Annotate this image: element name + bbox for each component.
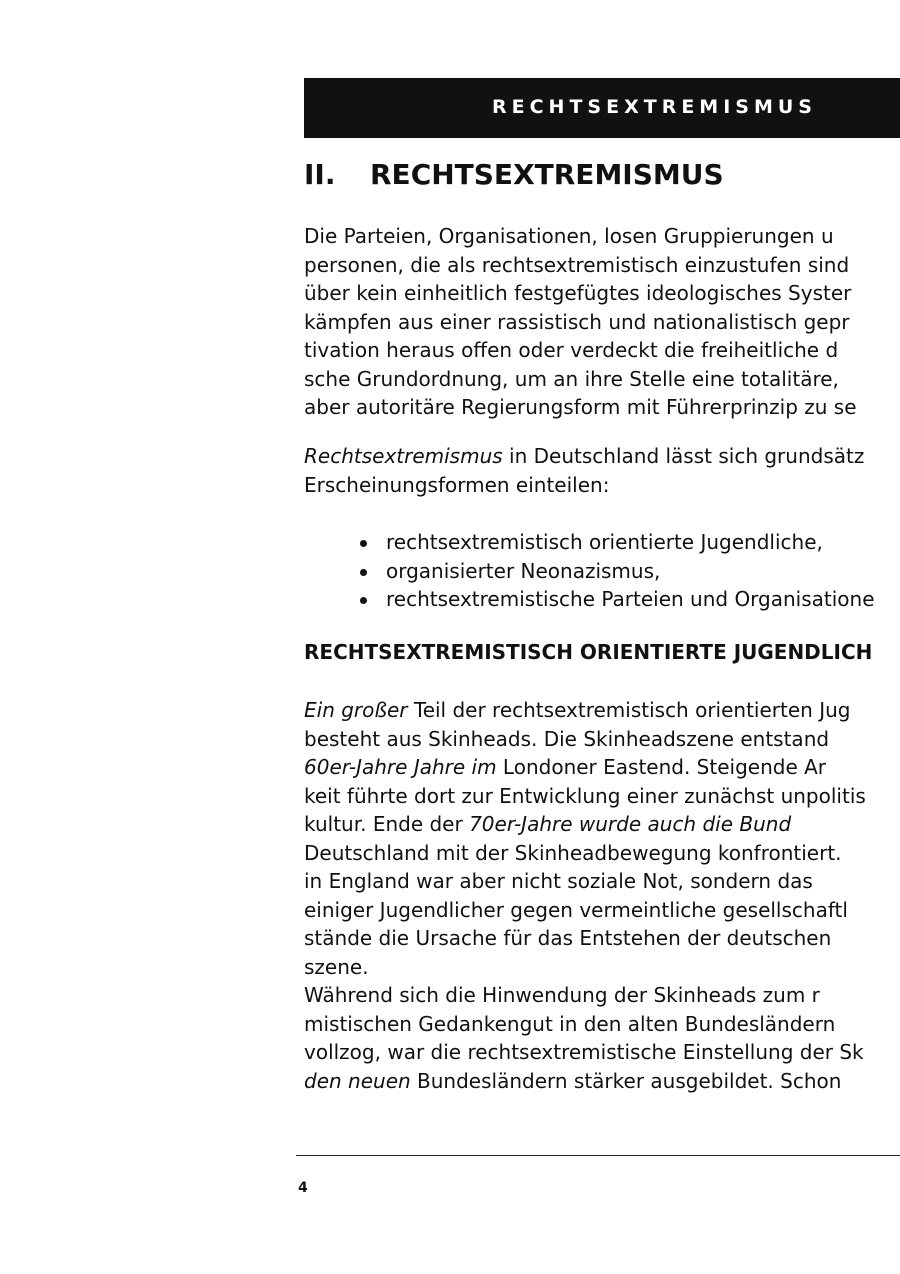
youth-line [304, 810, 866, 839]
youth-line: vollzog, war die rechtsextremistische Einstellung der Sk [304, 1040, 864, 1064]
italic-text: 60er-Jahre Jahre im [304, 755, 497, 779]
youth-line: keit führte dort zur Entwicklung einer zunächst unpolitis [304, 783, 866, 808]
intro-line: kämpfen aus einer rassistisch und nationalistisch gepr [304, 309, 850, 334]
list-item-text: rechtsextremistische Parteien und Organisatione [386, 587, 875, 611]
list-item-text: organisierter Neonazismus, [386, 558, 661, 583]
text: Teil der rechtsextremistisch orientierten Jug [407, 698, 851, 722]
bullet-icon [360, 540, 367, 547]
youth-line: Während sich die Hinwendung der Skinheads zum r [304, 983, 820, 1007]
youth-line: stände die Ursache für das Entstehen der deutschen [304, 926, 832, 950]
italic-text: den neuen [304, 1068, 411, 1093]
youth-paragraph [304, 696, 866, 1095]
list-item [360, 585, 875, 614]
forms-line: Erscheinungsformen einteilen: [304, 472, 610, 497]
list-item [360, 557, 875, 586]
youth-line [304, 1067, 866, 1096]
youth-line: besteht aus Skinheads. Die Skinheadszene entstand [304, 726, 830, 751]
forms-paragraph [304, 442, 864, 499]
chapter-title-text: RECHTSEXTREMISMUS [370, 158, 724, 191]
intro-line: über kein einheitlich festgefügtes ideologisches Syster [304, 281, 852, 305]
text: Bundesländern stärker ausgebildet. Schon [410, 1068, 842, 1093]
italic-text: 70er-Jahre wurde auch die Bund [469, 812, 792, 836]
bullet-icon [360, 569, 367, 576]
footer-divider [296, 1155, 900, 1156]
text: Londoner Eastend. Steigende Ar [496, 755, 827, 779]
intro-line: sche Grundordnung, um an ihre Stelle eine totalitäre, [304, 366, 839, 391]
intro-paragraph [304, 222, 857, 422]
intro-line: Die Parteien, Organisationen, losen Gruppierungen u [304, 224, 834, 248]
list-item [360, 528, 875, 557]
italic-text: Ein großer [304, 698, 408, 722]
youth-line: einiger Jugendlicher gegen vermeintliche gesellschaftl [304, 897, 848, 922]
text: kultur. Ende der [304, 812, 470, 836]
forms-line-rest: in Deutschland lässt sich grundsätz [502, 444, 865, 468]
chapter-number: II. [304, 158, 336, 191]
chapter-title [304, 158, 724, 191]
running-header-bar [304, 78, 900, 138]
list-item-text: rechtsextremistisch orientierte Jugendliche, [386, 530, 823, 554]
bullet-icon [360, 597, 367, 604]
forms-line [304, 442, 864, 471]
page-number: 4 [298, 1180, 308, 1196]
youth-line [304, 696, 866, 725]
intro-line: personen, die als rechtsextremistisch einzustufen sind [304, 252, 850, 277]
intro-line: tivation heraus offen oder verdeckt die freiheitliche d [304, 338, 839, 362]
youth-line: mistischen Gedankengut in den alten Bundesländern [304, 1011, 836, 1036]
intro-line: aber autoritäre Regierungsform mit Führerprinzip zu se [304, 395, 857, 419]
forms-list [360, 528, 875, 614]
running-header-title: RECHTSEXTREMISMUS [492, 96, 817, 118]
youth-line [304, 753, 866, 782]
forms-italic-lead: Rechtsextremismus [304, 444, 503, 468]
youth-line: in England war aber nicht soziale Not, sondern das [304, 869, 813, 893]
section-heading: RECHTSEXTREMISTISCH ORIENTIERTE JUGENDLICH [304, 640, 873, 664]
youth-line: szene. [304, 954, 369, 979]
youth-line: Deutschland mit der Skinheadbewegung konfrontiert. [304, 840, 842, 865]
